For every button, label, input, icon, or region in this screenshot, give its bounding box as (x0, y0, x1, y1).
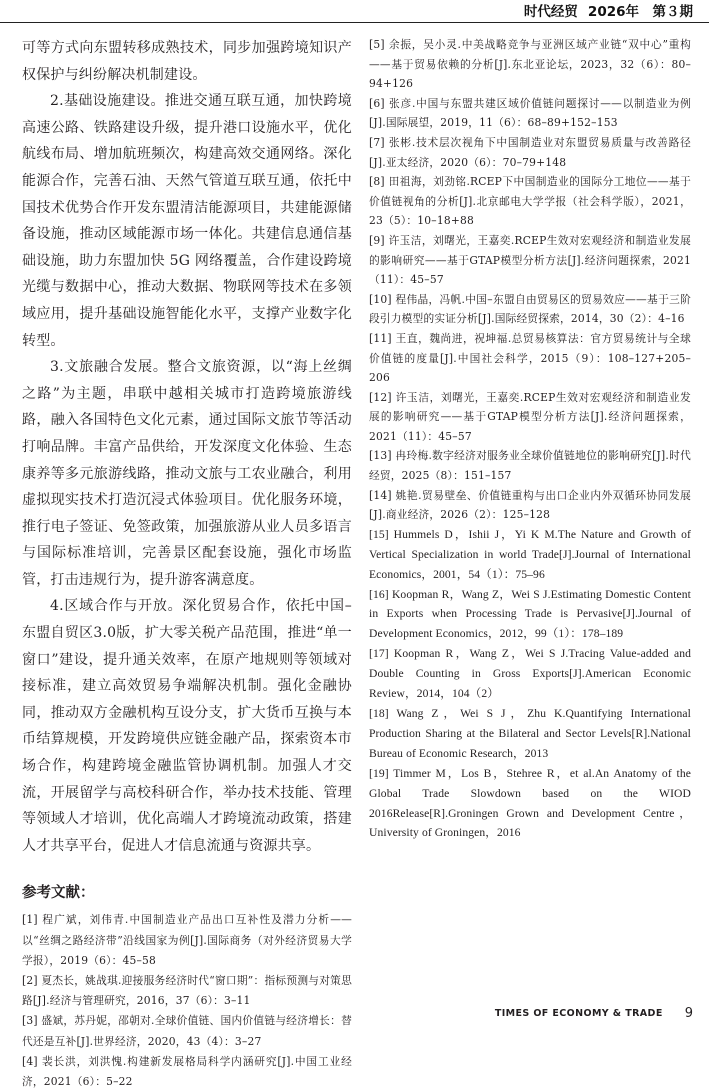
reference-item: [2] 夏杰长，姚战琪.迎接服务经济时代“窗口期”：指标预测与对策思路[J].经济与管理研究，2016，37（6）：3–11 (22, 974, 352, 1008)
reference-item: [16] Koopman R，Wang Z，Wei S J.Estimating Domestic Content in Exports when Processing Trade is Pervasive[J].Journal of Development Economics，2012，99（1）：178–189 (369, 587, 691, 641)
reference-item: [7] 张彬.技术层次视角下中国制造业对东盟贸易质量与改善路径[J].亚太经济，2020（6）：70–79+148 (369, 135, 691, 169)
reference-item: [3] 盛斌，苏丹妮，邵朝对.全球价值链、国内价值链与经济增长：替代还是互补[J].世界经济，2020，43（4）：3–27 (22, 1014, 352, 1048)
reference-item: [9] 许玉洁，刘曙光，王嘉奕.RCEP生效对宏观经济和制造业发展的影响研究——基于GTAP模型分析方法[J].经济问题探索，2021（11）：45–57 (369, 233, 691, 287)
reference-item: [8] 田祖海，刘劲铭.RCEP下中国制造业的国际分工地位——基于价值链视角的分析[J].北京邮电大学学报（社会科学版），2021，23（5）：10–18+88 (369, 175, 691, 228)
body-paragraph: 4.区域合作与开放。深化贸易合作，依托中国–东盟自贸区3.0版，扩大零关税产品范围，推进“单一窗口”建设，提升通关效率，在原产地规则等领域对接标准，建立高效贸易争端解决机制。强化金融协同，推动双方金融机构互设分支，扩大货币互换与本币结算规模，开发跨境供应链金融产品，探索资本市场合作，构建跨境金融监管协调机制。加强人才交流，开展留学与高校科研合作，举办技术技能、管理等领域人才培训，优化高端人才跨境流动政策，搭建人才共享平台，促进人才信息流通与资源共享。 (22, 598, 352, 854)
body-paragraph: 2.基础设施建设。推进交通互联互通，加快跨境高速公路、铁路建设升级，提升港口设施水平，优化航线布局、增加航班频次，构建高效交通网络。深化能源合作，完善石油、天然气管道互联互通，依托中国技术优势合作开发东盟清洁能源项目，共建能源储备设施，推动区域能源市场一体化。共建信息通信基础设施，助力东盟加快 5G 网络覆盖，合作建设跨境光缆与数据中心，推动大数据、物联网等技术在多领域应用，提升基础设施智能化水平，支撑产业数字化转型。 (22, 93, 352, 349)
page-number: 9 (684, 1006, 693, 1021)
reference-item: [18] Wang Z，Wei S J，Zhu K.Quantifying International Production Sharing at the Bilateral and Sector Levels[R].National Bureau of Economic Research，2013 (369, 707, 691, 760)
running-header (0, 0, 709, 20)
body-paragraph: 3.文旅融合发展。整合文旅资源，以“海上丝绸之路”为主题，串联中越相关城市打造跨境旅游线路，融入各国特色文化元素，通过国际文旅节等活动打响品牌。丰富产品供给，开发深度文化体验、生态康养等多元旅游线路，推动文旅与工农业融合，利用虚拟现实技术打造沉浸式体验项目。优化服务环境，推行电子签证、免签政策，加强旅游从业人员多语言与国际标准培训，完善景区配套设施，强化市场监管，打击违规行为，提升游客满意度。 (22, 359, 352, 588)
references-heading: 参考文献： (22, 885, 95, 902)
reference-item: [14] 姚艳.贸易壁垒、价值链重构与出口企业内外双循环协同发展[J].商业经济，2026（2）：125–128 (369, 488, 691, 522)
body-paragraph: 可等方式向东盟转移成熟技术，同步加强跨境知识产权保护与纠纷解决机制建设。 (22, 40, 352, 83)
reference-item: [19] Timmer M，Los B，Stehree R，et al.An Anatomy of the Global Trade Slowdown based on the WIOD 2016Release[R].Groningen Grown and Development Centre，University of Groningen，2016 (369, 766, 691, 840)
reference-item: [13] 冉玲梅.数字经济对服务业全球价值链地位的影响研究[J].时代经贸，2025（8）：151–157 (369, 449, 691, 483)
reference-item: [4] 裴长洪，刘洪愧.构建新发展格局科学内涵研究[J].中国工业经济，2021（6）：5–22 (22, 1054, 352, 1089)
reference-item: [1] 程广斌，刘伟青.中国制造业产品出口互补性及潜力分析——以“丝绸之路经济带”沿线国家为例[J].国际商务（对外经济贸易大学学报），2019（6）：45–58 (22, 913, 352, 967)
page-footer (0, 1006, 709, 1026)
reference-item: [10] 程伟晶，冯帆.中国–东盟自由贸易区的贸易效应——基于三阶段引力模型的实证分析[J].国际经贸探索，2014，30（2）：4–16 (369, 292, 691, 326)
reference-item: [6] 张彦.中国与东盟共建区域价值链问题探讨——以制造业为例[J].国际展望，2019，11（6）：68–89+152–153 (369, 96, 691, 130)
journal-english-title: TIMES OF ECONOMY & TRADE (494, 1008, 663, 1019)
issue-label: 2026年 第３期 (587, 4, 693, 20)
reference-item: [12] 许玉洁，刘曙光，王嘉奕.RCEP生效对宏观经济和制造业发展的影响研究——基于GTAP模型分析方法[J].经济问题探索，2021（11）：45–57 (369, 390, 691, 443)
reference-item: [15] Hummels D，Ishii J，Yi K M.The Nature and Growth of Vertical Specialization in world Trade[J].Journal of International Economics，2001，54（1）：75–96 (369, 527, 691, 581)
right-column (369, 35, 691, 843)
header-rule (0, 22, 709, 23)
reference-item: [5] 余振，吴小灵.中美战略竞争与亚洲区域产业链“双中心”重构——基于贸易依赖的分析[J].东北亚论坛，2023，32（6）：80–94+126 (369, 38, 691, 91)
reference-item: [11] 王直，魏尚进，祝坤福.总贸易核算法：官方贸易统计与全球价值链的度量[J].中国社会科学，2015（9）：108–127+205–206 (369, 331, 691, 385)
reference-item: [17] Koopman R，Wang Z，Wei S J.Tracing Value-added and Double Counting in Gross Exports[J].American Economic Review，2014，104（2） (369, 647, 691, 701)
journal-title: 时代经贸 (523, 4, 578, 20)
left-column (22, 35, 352, 1092)
